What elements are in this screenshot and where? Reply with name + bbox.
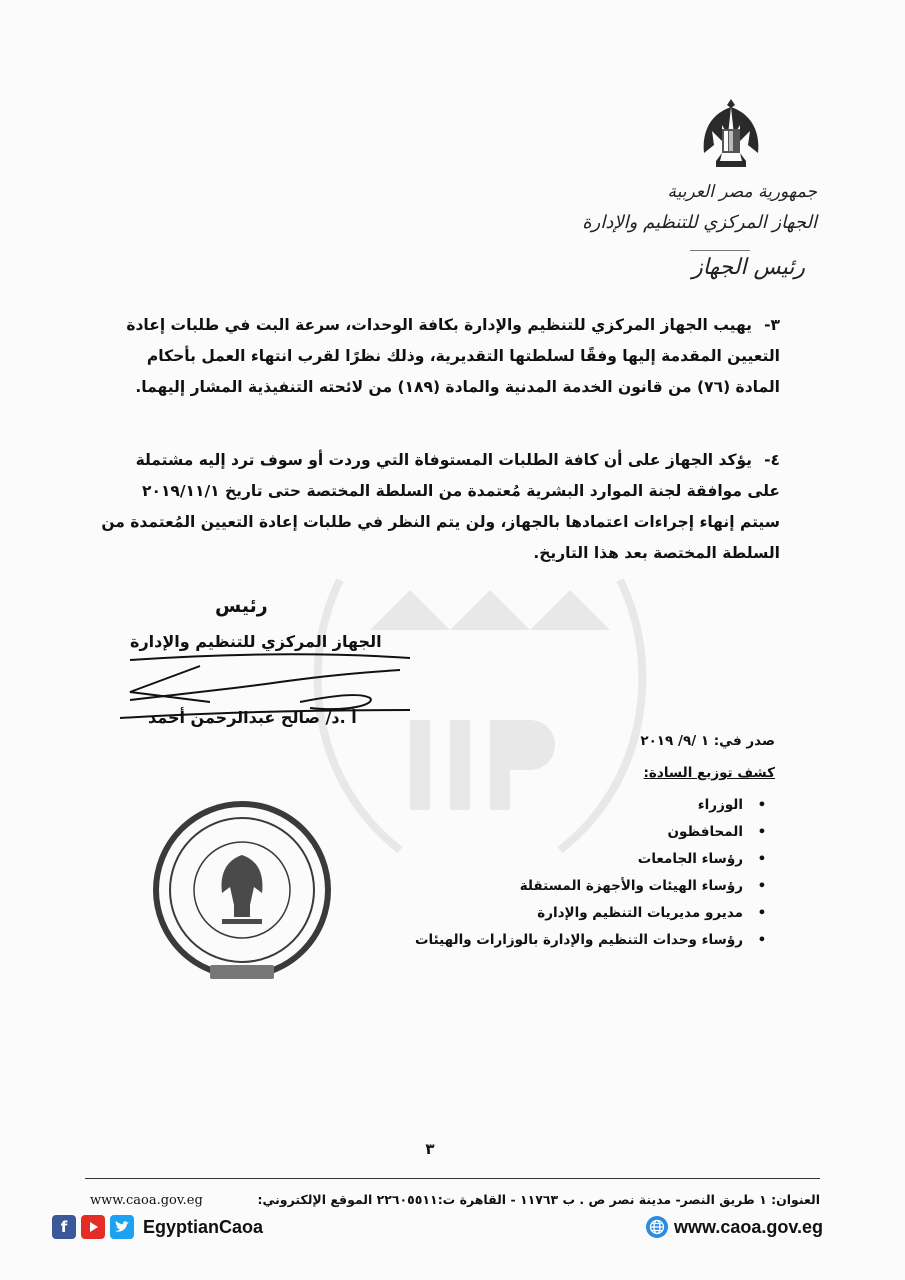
eagle-emblem-icon xyxy=(698,95,764,173)
twitter-icon[interactable] xyxy=(110,1215,134,1239)
facebook-icon[interactable]: f xyxy=(52,1215,76,1239)
distribution-title: كشف توزيع السادة: xyxy=(643,765,775,781)
footer-divider xyxy=(85,1178,820,1179)
social-handle[interactable]: EgyptianCaoa xyxy=(143,1216,264,1237)
list-item: • الوزراء xyxy=(415,792,775,819)
social-links xyxy=(52,1215,263,1239)
list-item: • رؤساء الجامعات xyxy=(415,846,775,873)
issue-date: صدر في: ١ /٩/ ٢٠١٩ xyxy=(640,733,775,749)
website-link[interactable] xyxy=(646,1215,823,1239)
footer-address: العنوان: ١ طريق النصر- مدينة نصر ص . ب ١١٧٦٣ - القاهرة ت:٢٢٦٠٥٥١١ الموقع الإلكتروني: xyxy=(257,1192,820,1207)
body-item-4 xyxy=(100,445,780,569)
body-item-3 xyxy=(100,310,780,403)
header-divider xyxy=(690,250,750,251)
item-3-text: يهيب الجهاز المركزي للتنظيم والإدارة بكافة الوحدات، سرعة البت في طلبات إعادة التعيين المقدمة إليها وفقًا لسلطتها التقديرية، وذلك نظرًا لقرب انتهاء العمل بأحكام المادة (٧٦) من قانون الخدمة المدنية والمادة (١٨٩) من لائحته التنفيذية المشار إليهما. xyxy=(126,316,780,396)
header-office: رئيس الجهاز xyxy=(692,255,805,280)
footer-url[interactable]: www.caoa.gov.eg xyxy=(90,1193,203,1208)
item-3-number: ٣- xyxy=(764,316,780,334)
globe-icon xyxy=(646,1216,668,1238)
page-number: ٣ xyxy=(425,1140,435,1158)
item-4-number: ٤- xyxy=(764,451,780,469)
item-4-text: يؤكد الجهاز على أن كافة الطلبات المستوفاة التي وردت أو سوف ترد إليه مشتملة على موافقة لجنة الموارد البشرية مُعتمدة من السلطة المختصة حتى تاريخ ٢٠١٩/١١/١ سيتم إنهاء إجراءات اعتمادها بالجهاز، ولن يتم النظر في طلبات إعادة التعيين المُعتمدة من السلطة المختصة بعد هذا التاريخ. xyxy=(101,451,780,562)
youtube-icon[interactable] xyxy=(81,1215,105,1239)
list-item: • رؤساء الهيئات والأجهزة المستقلة xyxy=(415,873,775,900)
website-text[interactable]: www.caoa.gov.eg xyxy=(674,1216,824,1237)
signature-organization: الجهاز المركزي للتنظيم والإدارة xyxy=(130,632,382,651)
list-item: • مديرو مديريات التنظيم والإدارة xyxy=(415,900,775,927)
header-country: جمهورية مصر العربية xyxy=(667,182,817,202)
signatory-name: أ .د/ صالح عبدالرحمن أحمد xyxy=(148,708,357,727)
distribution-list xyxy=(415,792,775,954)
header-organization: الجهاز المركزي للتنظيم والإدارة xyxy=(582,212,817,233)
list-item: • رؤساء وحدات التنظيم والإدارة بالوزارات والهيئات xyxy=(415,927,775,954)
official-stamp-icon xyxy=(150,795,335,990)
list-item: • المحافظون xyxy=(415,819,775,846)
signature-title: رئيس xyxy=(215,595,268,617)
